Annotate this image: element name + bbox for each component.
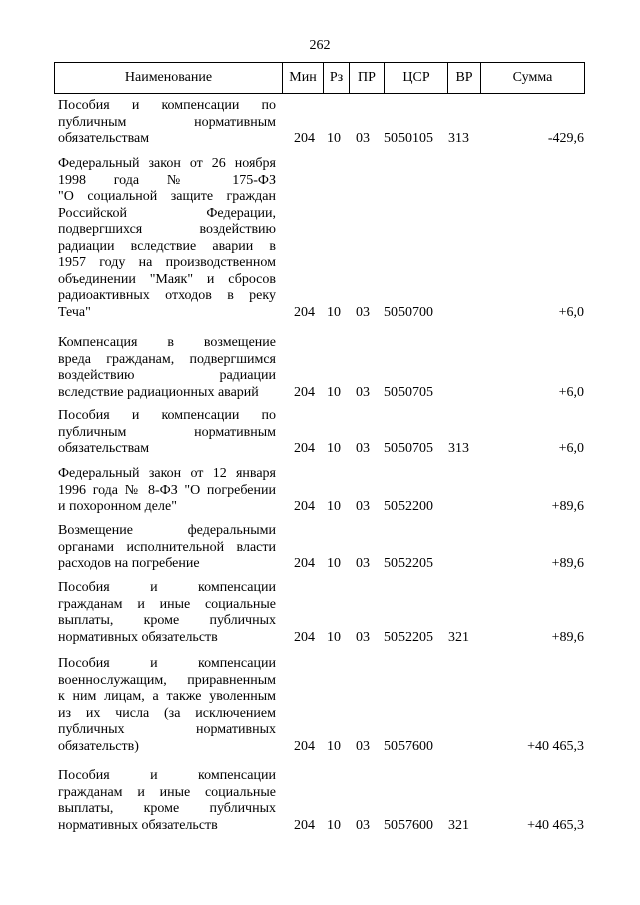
row-pr: 03 — [356, 556, 370, 571]
row-name-line: гражданам и иные социальные — [58, 596, 276, 612]
table-row — [0, 656, 640, 755]
row-min: 204 — [294, 817, 315, 833]
row-vr: 321 — [448, 817, 469, 833]
row-name — [58, 98, 276, 148]
row-name-line: из их числа (за исключением — [58, 705, 276, 721]
row-min: 204 — [294, 499, 315, 514]
row-csr: 5057600 — [384, 738, 433, 754]
row-name-line: "О социальной защите граждан — [58, 189, 276, 204]
row-name-line: Российской Федерации, — [58, 205, 276, 221]
row-sum: +6,0 — [558, 441, 584, 456]
row-vr: 313 — [448, 131, 469, 146]
table-row — [0, 523, 640, 573]
row-name-line: Пособия и компенсации — [58, 656, 276, 671]
row-pr: 03 — [356, 629, 370, 645]
row-name-line: Пособия и компенсации — [58, 580, 276, 595]
row-sum: +6,0 — [558, 384, 584, 400]
row-name-line: к ним лицам, а также уволенным — [58, 689, 276, 704]
table-row — [0, 156, 640, 321]
header-vr: ВР — [447, 63, 480, 93]
row-name-line: нормативных обязательств — [58, 629, 218, 645]
row-rz: 10 — [327, 629, 341, 645]
row-sum: +6,0 — [558, 304, 584, 320]
row-vr: 321 — [448, 629, 469, 645]
row-sum: +40 465,3 — [527, 738, 584, 754]
row-name — [58, 580, 276, 646]
row-name-line: Компенсация в возмещение — [58, 335, 276, 350]
row-csr: 5050705 — [384, 384, 433, 400]
row-pr: 03 — [356, 817, 370, 833]
row-name-line: радиоактивных отходов в реку — [58, 288, 276, 303]
row-name-line: публичным нормативным — [58, 424, 276, 440]
row-sum: +89,6 — [551, 556, 584, 571]
table-row — [0, 580, 640, 646]
row-name-line: вследствие радиационных аварий — [58, 384, 259, 400]
row-name-line: обязательств) — [58, 738, 139, 754]
row-sum: +89,6 — [551, 629, 584, 645]
row-name-line: обязательствам — [58, 441, 150, 456]
row-pr: 03 — [356, 738, 370, 754]
row-sum: +40 465,3 — [527, 817, 584, 833]
row-csr: 5050700 — [384, 304, 433, 320]
row-name-line: Возмещение федеральными — [58, 523, 276, 538]
row-csr: 5050705 — [384, 441, 433, 456]
header-sum: Сумма — [480, 63, 584, 93]
header-csr: ЦСР — [384, 63, 447, 93]
row-name — [58, 466, 276, 516]
row-name-line: Пособия и компенсации по — [58, 408, 276, 423]
row-name-line: Федеральный закон от 26 ноября — [58, 156, 276, 171]
row-min: 204 — [294, 556, 315, 571]
table-row — [0, 98, 640, 148]
row-rz: 10 — [327, 131, 341, 146]
row-name-line: гражданам и иные социальные — [58, 784, 276, 800]
row-name-line: обязательствам — [58, 131, 150, 146]
row-name-line: вреда гражданам, подвергшимся — [58, 351, 276, 367]
row-rz: 10 — [327, 499, 341, 514]
row-name-line: Пособия и компенсации по — [58, 98, 276, 113]
row-name-line: публичных нормативных — [58, 722, 276, 737]
header-min: Мин — [282, 63, 323, 93]
row-name-line: выплаты, кроме публичных — [58, 613, 276, 628]
row-pr: 03 — [356, 441, 370, 456]
row-sum: -429,6 — [547, 131, 584, 146]
row-name — [58, 156, 276, 321]
row-name-line: органами исполнительной власти — [58, 539, 276, 555]
row-pr: 03 — [356, 131, 370, 146]
table-header — [54, 62, 585, 94]
table-row — [0, 768, 640, 834]
row-name-line: нормативных обязательств — [58, 817, 218, 833]
row-name-line: публичным нормативным — [58, 114, 276, 130]
row-min: 204 — [294, 304, 315, 320]
row-name-line: радиации вследствие аварии в — [58, 238, 276, 254]
row-pr: 03 — [356, 499, 370, 514]
row-name-line: военнослужащим, приравненным — [58, 672, 276, 688]
row-vr: 313 — [448, 441, 469, 456]
row-name — [58, 768, 276, 834]
row-rz: 10 — [327, 441, 341, 456]
table-row — [0, 335, 640, 401]
row-csr: 5057600 — [384, 817, 433, 833]
row-rz: 10 — [327, 817, 341, 833]
row-name-line: и похоронном деле" — [58, 499, 177, 514]
row-rz: 10 — [327, 304, 341, 320]
row-csr: 5050105 — [384, 131, 433, 146]
row-csr: 5052200 — [384, 499, 433, 514]
row-name-line: Теча" — [58, 304, 91, 320]
header-pr: ПР — [349, 63, 384, 93]
row-name-line: подвергшихся воздействию — [58, 222, 276, 237]
row-name — [58, 656, 276, 755]
row-name-line: Федеральный закон от 12 января — [58, 466, 276, 481]
row-pr: 03 — [356, 304, 370, 320]
row-name — [58, 408, 276, 458]
row-name — [58, 523, 276, 573]
row-min: 204 — [294, 384, 315, 400]
row-rz: 10 — [327, 384, 341, 400]
row-pr: 03 — [356, 384, 370, 400]
page-number: 262 — [309, 38, 331, 53]
row-name-line: выплаты, кроме публичных — [58, 801, 276, 816]
row-name-line: 1998 года № 175-ФЗ — [58, 172, 276, 188]
row-name-line: 1957 году на производственном — [58, 255, 276, 270]
row-min: 204 — [294, 738, 315, 754]
row-name-line: расходов на погребение — [58, 556, 200, 571]
row-name — [58, 335, 276, 401]
row-sum: +89,6 — [551, 499, 584, 514]
table-row — [0, 408, 640, 458]
row-rz: 10 — [327, 738, 341, 754]
row-name-line: объединении "Маяк" и сбросов — [58, 271, 276, 287]
row-min: 204 — [294, 629, 315, 645]
header-name: Наименование — [124, 70, 213, 85]
row-min: 204 — [294, 131, 315, 146]
table-row — [0, 466, 640, 516]
row-rz: 10 — [327, 556, 341, 571]
row-name-line: 1996 года № 8-ФЗ "О погребении — [58, 482, 276, 498]
row-name-line: воздействию радиации — [58, 368, 276, 383]
row-name-line: Пособия и компенсации — [58, 768, 276, 783]
row-csr: 5052205 — [384, 556, 433, 571]
row-min: 204 — [294, 441, 315, 456]
header-rz: Рз — [323, 63, 349, 93]
row-csr: 5052205 — [384, 629, 433, 645]
